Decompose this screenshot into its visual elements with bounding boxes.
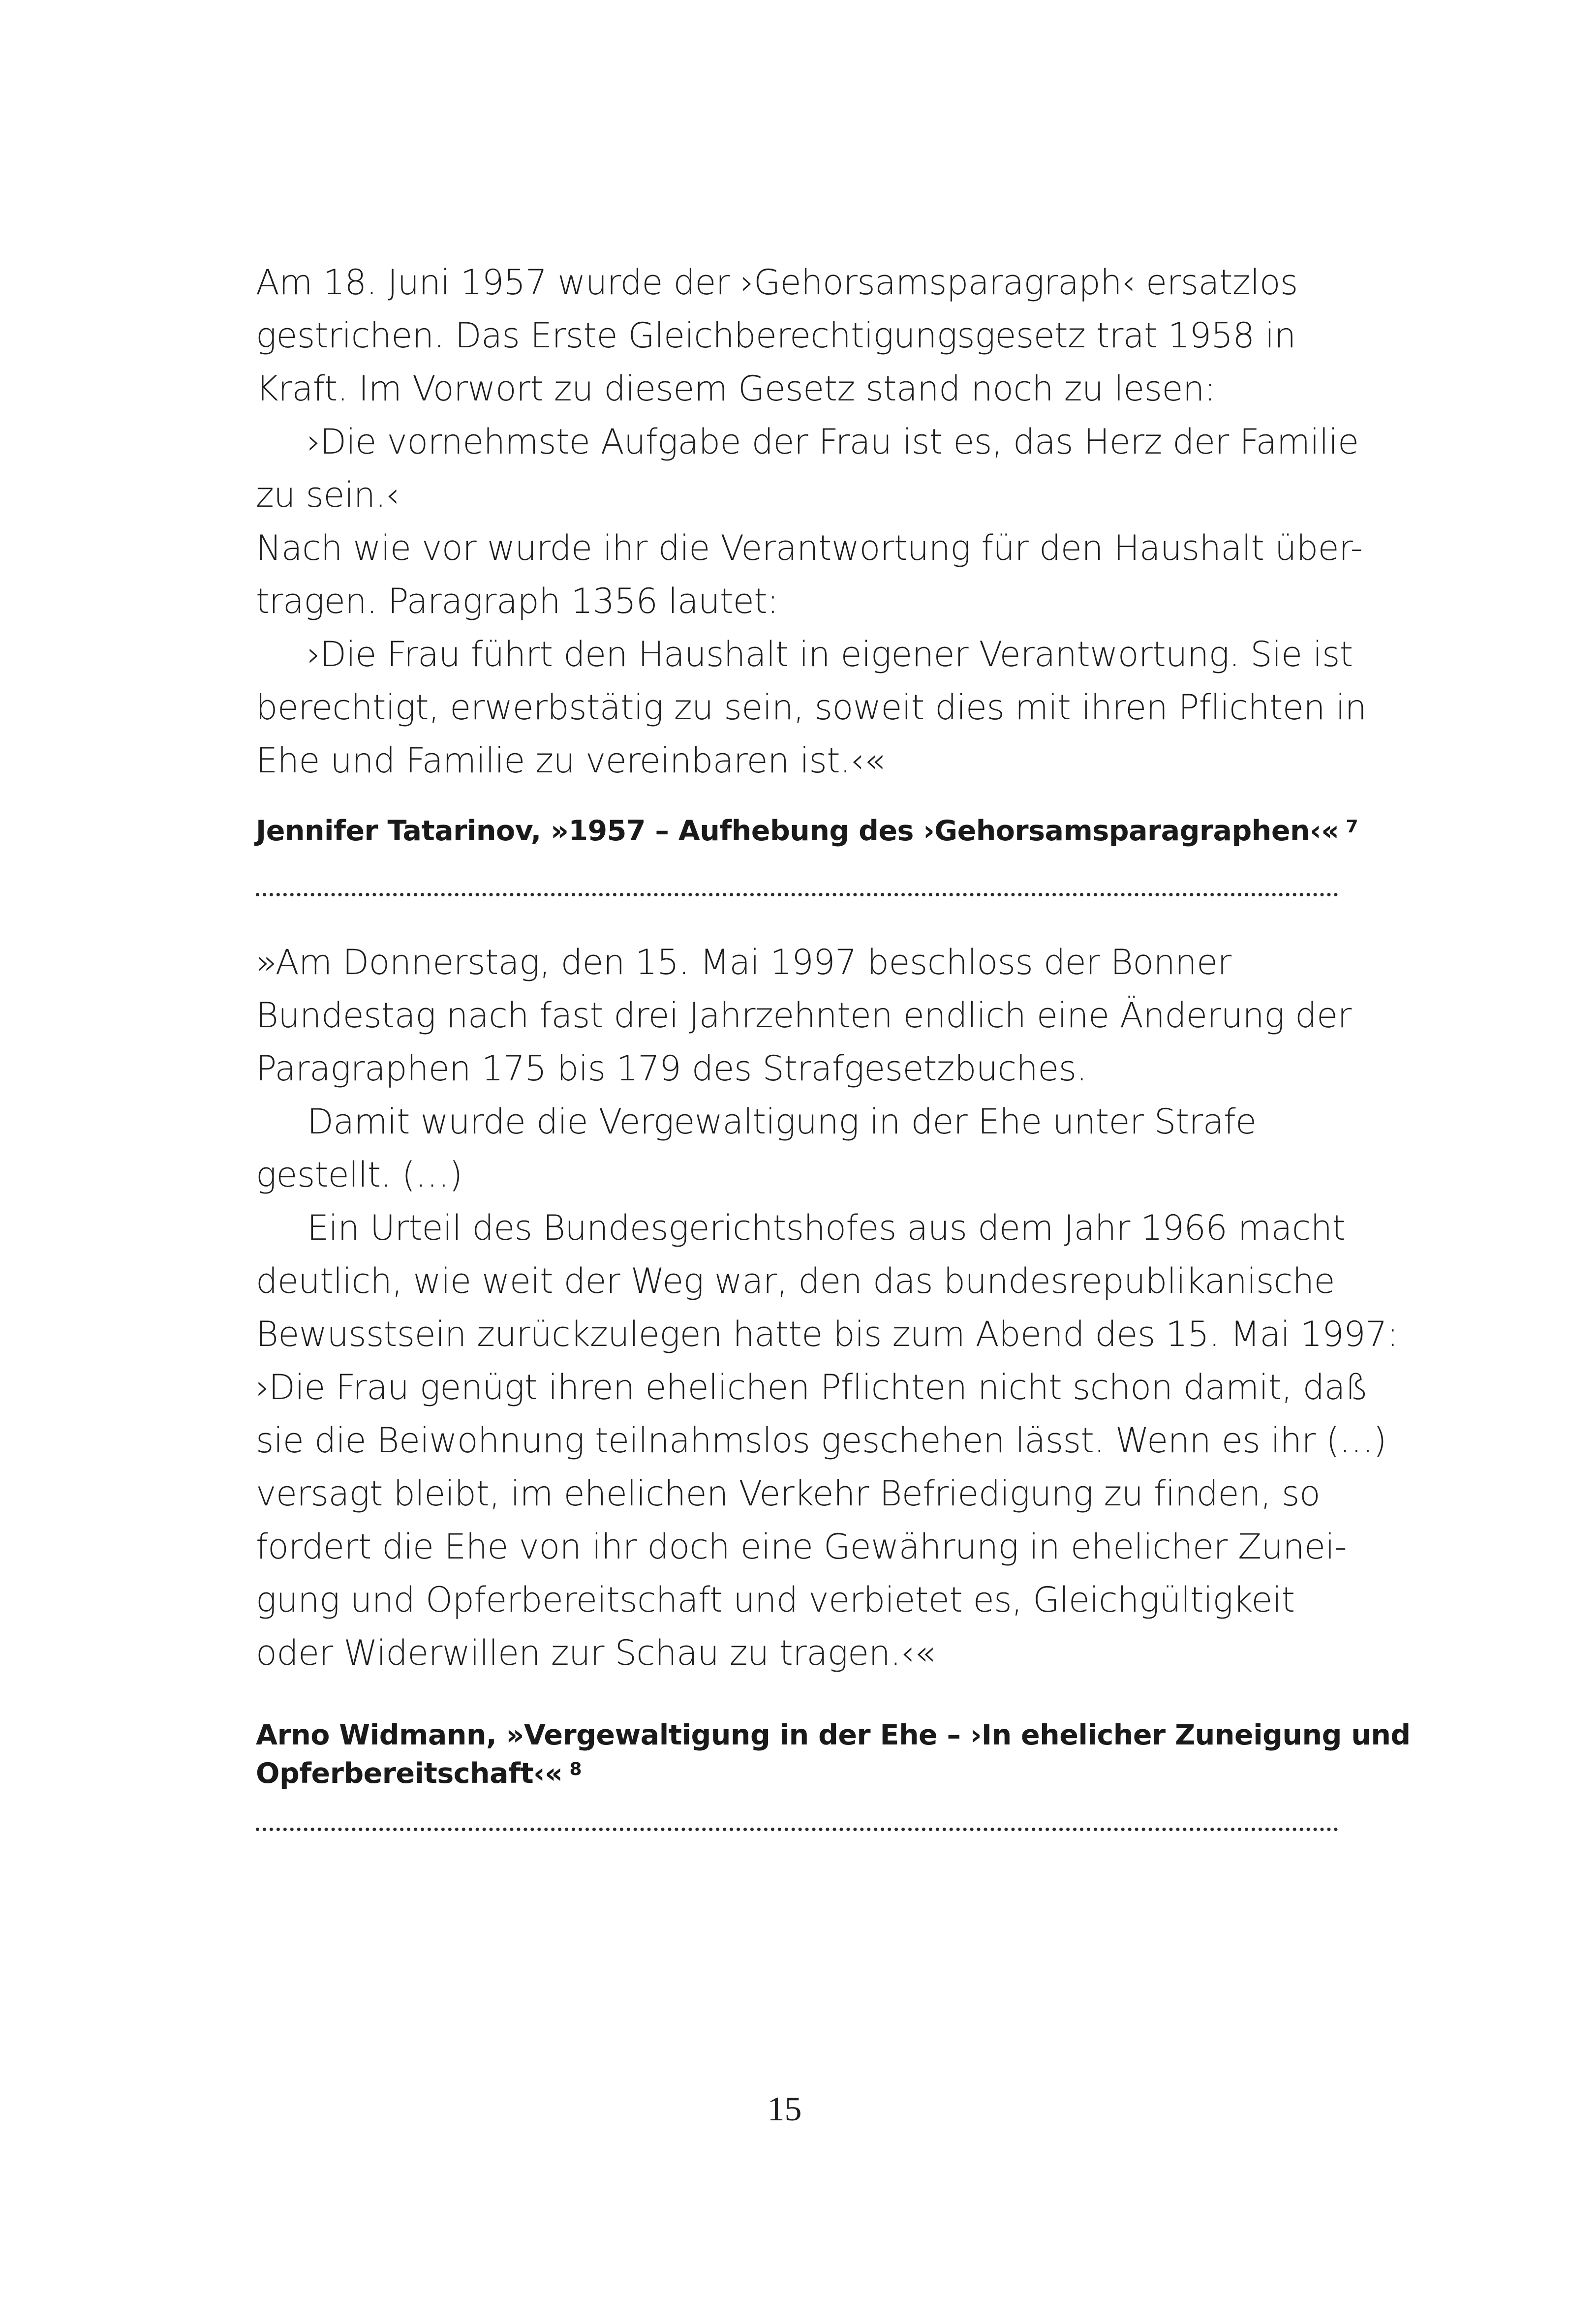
footnote-marker: 8 [569, 1759, 582, 1779]
quote-line: Ein Urteil des Bundesgerichtshofes aus dem Jahr 1966 macht [307, 1208, 1346, 1248]
quote-line: oder Widerwillen zur Schau zu tragen.‹« [256, 1633, 935, 1673]
quote-line: Kraft. Im Vorwort zu diesem Gesetz stand noch zu lesen: [256, 368, 1216, 409]
dotted-divider [256, 1828, 1338, 1831]
quote-line: ›Die vornehmste Aufgabe der Frau ist es, das Herz der Familie [307, 422, 1359, 462]
source-text-line-1: Arno Widmann, »Vergewaltigung in der Ehe – ›In ehelicher Zuneigung und [256, 1719, 1411, 1751]
quote-line: »Am Donnerstag, den 15. Mai 1997 beschloss der Bonner [256, 942, 1231, 982]
quote-line: ›Die Frau genügt ihren ehelichen Pflichten nicht schon damit, daß [256, 1367, 1368, 1407]
quote-line: deutlich, wie weit der Weg war, den das bundesrepublikanische [256, 1261, 1335, 1301]
quote-source-2 [256, 1716, 1411, 1793]
quote-line: Am 18. Juni 1957 wurde der ›Gehorsamsparagraph‹ ersatzlos [256, 262, 1298, 303]
dotted-divider [256, 893, 1338, 896]
quote-line: Paragraphen 175 bis 179 des Strafgesetzbuches. [256, 1048, 1087, 1089]
source-text: Jennifer Tatarinov, »1957 – Aufhebung des ›Gehorsamsparagraphen‹« [256, 815, 1339, 847]
quote-line: Damit wurde die Vergewaltigung in der Ehe unter Strafe [307, 1101, 1257, 1142]
quote-line: tragen. Paragraph 1356 lautet: [256, 581, 779, 621]
quote-source-1 [256, 812, 1358, 850]
quote-line: versagt bleibt, im ehelichen Verkehr Befriedigung zu finden, so [256, 1473, 1321, 1514]
quote-block-1 [256, 256, 1367, 787]
page-number: 15 [767, 2090, 802, 2128]
source-text-line-2: Opferbereitschaft‹« [256, 1757, 563, 1790]
quote-line: Bewusstsein zurückzulegen hatte bis zum Abend des 15. Mai 1997: [256, 1314, 1398, 1354]
quote-line: berechtigt, erwerbstätig zu sein, soweit dies mit ihren Pflichten in [256, 687, 1367, 728]
quote-line: ›Die Frau führt den Haushalt in eigener Verantwortung. Sie ist [307, 634, 1353, 674]
quote-line: zu sein.‹ [256, 475, 400, 515]
quote-line: Nach wie vor wurde ihr die Verantwortung für den Haushalt über- [256, 528, 1363, 568]
quote-line: Ehe und Familie zu vereinbaren ist.‹« [256, 740, 885, 781]
quote-line: fordert die Ehe von ihr doch eine Gewährung in ehelicher Zunei- [256, 1527, 1347, 1567]
quote-line: gung und Opferbereitschaft und verbietet es, Gleichgültigkeit [256, 1580, 1295, 1620]
quote-line: gestellt. (…) [256, 1155, 462, 1195]
quote-block-2 [256, 936, 1398, 1680]
footnote-marker: 7 [1346, 817, 1358, 837]
quote-line: gestrichen. Das Erste Gleichberechtigungsgesetz trat 1958 in [256, 315, 1296, 356]
quote-line: sie die Beiwohnung teilnahmslos geschehen lässt. Wenn es ihr (…) [256, 1420, 1387, 1461]
quote-line: Bundestag nach fast drei Jahrzehnten endlich eine Änderung der [256, 995, 1352, 1036]
